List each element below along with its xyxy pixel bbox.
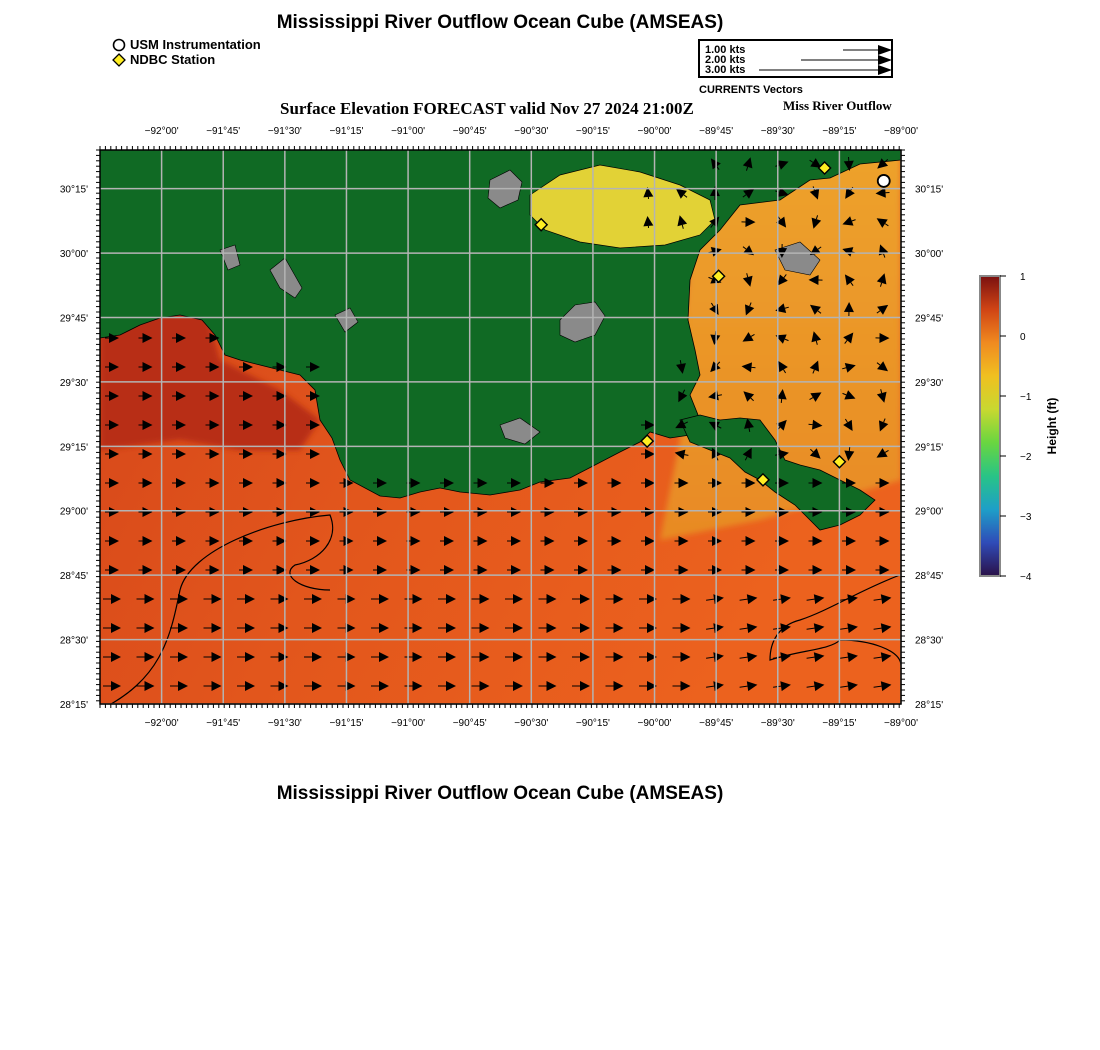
lat-tick-label-left: 28°45' [59,571,88,583]
lon-tick-label-bottom: −92°00' [144,718,179,729]
lon-labels-top [145,126,918,137]
legend-ndbc [112,52,215,67]
colorbar-tick-label: −3 [1020,512,1032,523]
colorbar-tick-label: 0 [1020,332,1026,343]
lat-tick-label-right: 30°15' [915,184,944,196]
lat-labels-left [60,185,88,711]
vector-key [698,39,893,78]
map-subtitle: Surface Elevation FORECAST valid Nov 27 2024 21:00Z [280,99,694,118]
usm-station-marker[interactable] [878,175,890,187]
lon-tick-label-bottom: −90°30' [514,718,549,729]
colorbar-tick-label: −2 [1020,452,1032,463]
lon-tick-label-top: −92°00' [144,126,179,137]
lat-tick-label-left: 28°15' [59,700,88,711]
vector-key-arrows [700,41,891,76]
lon-tick-label-bottom: −89°45' [699,718,734,729]
lat-tick-label-left: 29°15' [59,442,88,454]
elevation-map [40,120,1000,740]
lon-tick-label-bottom: −89°00' [884,718,918,729]
usm-circle-icon [112,38,126,52]
lat-tick-label-right: 29°00' [915,506,944,518]
lon-tick-label-top: −91°15' [329,126,364,137]
lon-tick-label-bottom: −90°45' [452,718,487,729]
lon-tick-label-bottom: −90°00' [637,718,672,729]
lon-tick-label-top: −90°30' [514,126,549,137]
lat-tick-label-right: 28°45' [915,571,944,583]
colorbar-tick-label: −1 [1020,392,1032,403]
lon-tick-label-top: −91°30' [267,126,302,137]
vector-key-row-2: 2.00 kts [705,54,746,66]
vector-key-row-1: 1.00 kts [705,44,746,56]
vector-key-row-3: 3.00 kts [705,64,746,76]
lon-tick-label-top: −89°15' [822,126,857,137]
lon-tick-label-top: −90°00' [637,126,672,137]
legend-ndbc-label: NDBC Station [130,52,216,67]
lat-tick-label-left: 28°30' [59,635,88,647]
lat-labels-right [915,185,943,711]
colorbar-ticks [1000,272,1032,583]
lat-tick-label-right: 29°45' [915,313,944,325]
region-label: Miss River Outflow [783,98,892,113]
colorbar-ramp [980,276,1000,576]
colorbar-tick-label: 1 [1020,272,1026,283]
lat-tick-label-left: 29°30' [59,377,88,389]
lon-tick-label-top: −91°00' [391,126,426,137]
lat-tick-label-left: 30°15' [59,184,88,196]
lat-tick-label-left: 29°00' [59,506,88,518]
lon-tick-label-bottom: −89°15' [822,718,857,729]
lat-tick-label-left: 30°00' [59,249,88,261]
lon-tick-label-bottom: −91°30' [267,718,302,729]
lat-tick-label-right: 28°30' [915,635,944,647]
lon-tick-label-top: −89°00' [884,126,918,137]
lon-tick-label-top: −90°45' [452,126,487,137]
lon-tick-label-top: −89°30' [760,126,795,137]
main-title: Mississippi River Outflow Ocean Cube (AMSEAS) [276,12,724,33]
lon-tick-label-top: −91°45' [206,126,241,137]
colorbar-label: Height (ft) [1045,397,1059,455]
ndbc-diamond-icon [112,53,126,67]
lat-tick-label-right: 28°15' [915,700,944,711]
lat-tick-label-right: 29°30' [915,377,944,389]
lon-tick-label-bottom: −91°45' [206,718,241,729]
second-title: Mississippi River Outflow Ocean Cube (AMSEAS) [276,783,724,804]
lat-tick-label-left: 29°45' [59,313,88,325]
lon-tick-label-top: −90°15' [575,126,610,137]
legend-usm [112,37,261,52]
lon-labels-bottom [145,718,918,729]
lon-tick-label-bottom: −90°15' [575,718,610,729]
colorbar [970,270,1080,590]
lon-tick-label-bottom: −91°15' [329,718,364,729]
lat-tick-label-right: 30°00' [915,249,944,261]
colorbar-tick-label: −4 [1020,572,1032,583]
legend-usm-label: USM Instrumentation [130,37,261,52]
lat-tick-label-right: 29°15' [915,442,944,454]
lon-tick-label-top: −89°45' [699,126,734,137]
vector-key-caption: CURRENTS Vectors [699,84,803,96]
lon-tick-label-bottom: −89°30' [760,718,795,729]
lon-tick-label-bottom: −91°00' [391,718,426,729]
